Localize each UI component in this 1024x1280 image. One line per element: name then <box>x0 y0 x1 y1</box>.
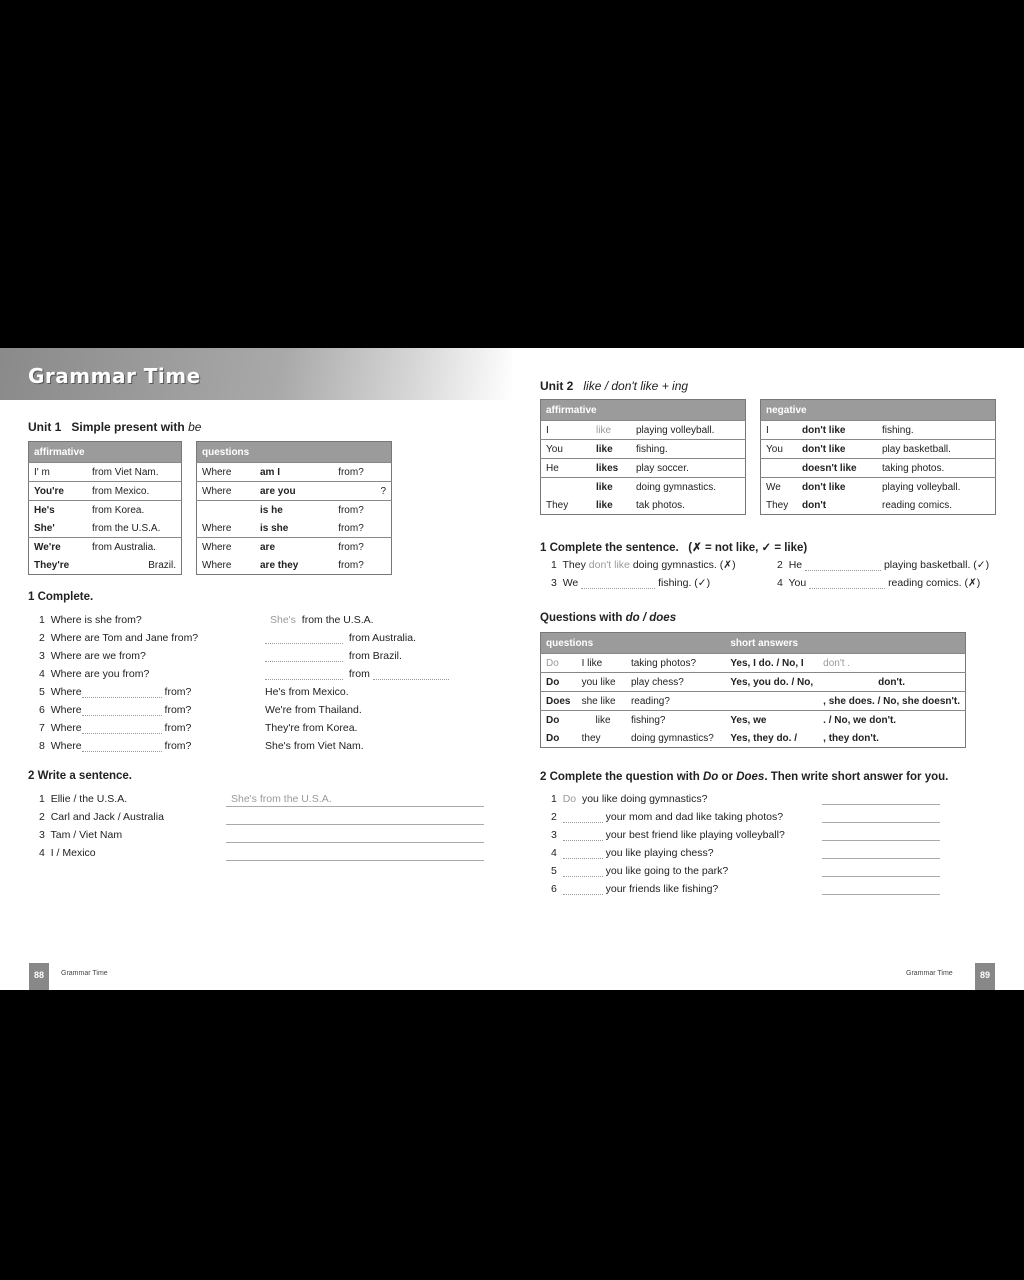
table-header: affirmative <box>541 400 746 421</box>
exercise-item: 1 Ellie / the U.S.A. <box>39 793 128 805</box>
unit2-negative-table <box>760 399 996 515</box>
textbook-spread <box>0 348 1024 990</box>
table-header: short answers <box>725 633 965 654</box>
exercise-item: 2 Carl and Jack / Australia <box>39 811 164 823</box>
table-row: Where is she from? <box>202 522 364 534</box>
answer-line[interactable] <box>226 860 484 861</box>
table-row: You don't like play basketball. <box>761 440 996 459</box>
table-row: You're from Mexico. <box>29 482 182 501</box>
table-row: Where are you ? <box>197 482 392 501</box>
exercise-item: 4 Where are you from? <box>39 668 150 680</box>
exercise-item: 4 I / Mexico <box>39 847 96 859</box>
unit1-affirmative-table <box>28 441 182 575</box>
exercise-item: 1 They don't like doing gymnastics. (✗) <box>551 559 736 571</box>
exercise-item[interactable]: 3 your best friend like playing volleyball? <box>551 829 785 841</box>
exercise-item-answer[interactable]: from Australia. <box>265 632 416 644</box>
exercise-item-answer[interactable]: from <box>265 668 449 680</box>
exercise-item[interactable]: 7 Where from? <box>39 722 192 734</box>
table-row: I don't like fishing. <box>761 421 996 440</box>
table-row: You like fishing. <box>541 440 746 459</box>
table-row: Where are from? <box>197 538 392 557</box>
table-row: We're from Australia. <box>29 538 182 557</box>
answer-line[interactable] <box>822 894 940 895</box>
exercise-item[interactable]: 5 you like going to the park? <box>551 865 729 877</box>
exercise-item-answer: She's from Viet Nam. <box>265 740 364 752</box>
table-header: affirmative <box>29 442 182 463</box>
exercise-item[interactable]: 6 your friends like fishing? <box>551 883 719 895</box>
exercise-item[interactable]: 2 your mom and dad like taking photos? <box>551 811 784 823</box>
table-row: like doing gymnastics. <box>541 478 746 497</box>
answer-line[interactable] <box>822 840 940 841</box>
exercise-item[interactable]: 2 He playing basketball. (✓) <box>777 559 990 571</box>
exercise-item[interactable]: 3 We fishing. (✓) <box>551 577 711 589</box>
exercise-item[interactable]: 6 Where from? <box>39 704 192 716</box>
exercise2-title: 2 Write a sentence. <box>28 770 132 782</box>
page-number-left: 88 <box>29 963 49 990</box>
answer-line[interactable] <box>226 806 484 807</box>
exercise2-title-right: 2 Complete the question with Do or Does. Then write short answer for you. <box>540 771 949 783</box>
exercise1-title: 1 Complete. <box>28 591 94 603</box>
footer-left: Grammar Time <box>61 970 108 977</box>
table-row: Do I like taking photos? Yes, I do. / No, I don't . <box>541 654 966 673</box>
exercise-item[interactable]: 4 you like playing chess? <box>551 847 714 859</box>
exercise-item-answer[interactable]: from Brazil. <box>265 650 402 662</box>
table-row: They don't reading comics. <box>766 499 953 511</box>
table-header: negative <box>761 400 996 421</box>
questions-section-title: Questions with do / does <box>540 612 677 624</box>
exercise-item: 3 Where are we from? <box>39 650 146 662</box>
exercise-item: 2 Where are Tom and Jane from? <box>39 632 199 644</box>
table-row: Where am I from? <box>197 463 392 482</box>
answer-line[interactable] <box>822 822 940 823</box>
exercise-item[interactable]: 4 You reading comics. (✗) <box>777 577 981 589</box>
table-header: questions <box>541 633 726 654</box>
exercise-item[interactable]: 1 Do you like doing gymnastics? <box>551 793 708 805</box>
exercise-item-answer: We're from Thailand. <box>265 704 362 716</box>
exercise-item-answer: They're from Korea. <box>265 722 358 734</box>
answer-line[interactable] <box>226 842 484 843</box>
table-row: Does she like reading? , she does. / No, she doesn't. <box>541 692 966 711</box>
exercise-item[interactable]: 8 Where from? <box>39 740 192 752</box>
answer-line[interactable] <box>822 858 940 859</box>
answer-line[interactable] <box>822 876 940 877</box>
exercise-answer: She's from the U.S.A. <box>231 793 332 805</box>
page-title: Grammar Time <box>28 364 201 388</box>
unit2-title: Unit 2 like / don't like + ing <box>540 379 689 393</box>
exercise-item-answer: She's from the U.S.A. <box>270 614 374 626</box>
table-row: They like tak photos. <box>546 499 685 511</box>
table-row: Where are they from? <box>202 559 364 571</box>
header-banner <box>0 348 512 400</box>
table-row: Do you like play chess? Yes, you do. / No, don't. <box>541 673 966 692</box>
answer-line[interactable] <box>226 824 484 825</box>
table-row: I like playing volleyball. <box>541 421 746 440</box>
page-number-right: 89 <box>975 963 995 990</box>
do-does-table <box>540 632 966 748</box>
exercise1-title-right: 1 Complete the sentence. (✗ = not like, ✓ = like) <box>540 542 808 554</box>
table-row: We don't like playing volleyball. <box>761 478 996 497</box>
exercise-item: 3 Tam / Viet Nam <box>39 829 123 841</box>
answer-line[interactable] <box>822 804 940 805</box>
table-row: She' from the U.S.A. <box>34 522 161 534</box>
unit1-title: Unit 1 Simple present with be <box>28 420 202 434</box>
unit2-affirmative-table <box>540 399 746 515</box>
exercise-item-answer: He's from Mexico. <box>265 686 349 698</box>
table-row: He's from Korea. <box>29 501 182 520</box>
exercise-item[interactable]: 5 Where from? <box>39 686 192 698</box>
table-row: doesn't like taking photos. <box>761 459 996 478</box>
table-header: questions <box>197 442 392 463</box>
table-row: is he from? <box>197 501 392 520</box>
table-row: He likes play soccer. <box>541 459 746 478</box>
table-row: They're Brazil. <box>34 559 176 571</box>
footer-right: Grammar Time <box>906 970 953 977</box>
table-row: Do like fishing? Yes, we . / No, we don't. <box>541 711 966 730</box>
table-row: I' m from Viet Nam. <box>29 463 182 482</box>
table-row: Do they doing gymnastics? Yes, they do. / , they don't. <box>546 732 879 744</box>
unit1-questions-table <box>196 441 392 575</box>
exercise-item: 1 Where is she from? <box>39 614 142 626</box>
